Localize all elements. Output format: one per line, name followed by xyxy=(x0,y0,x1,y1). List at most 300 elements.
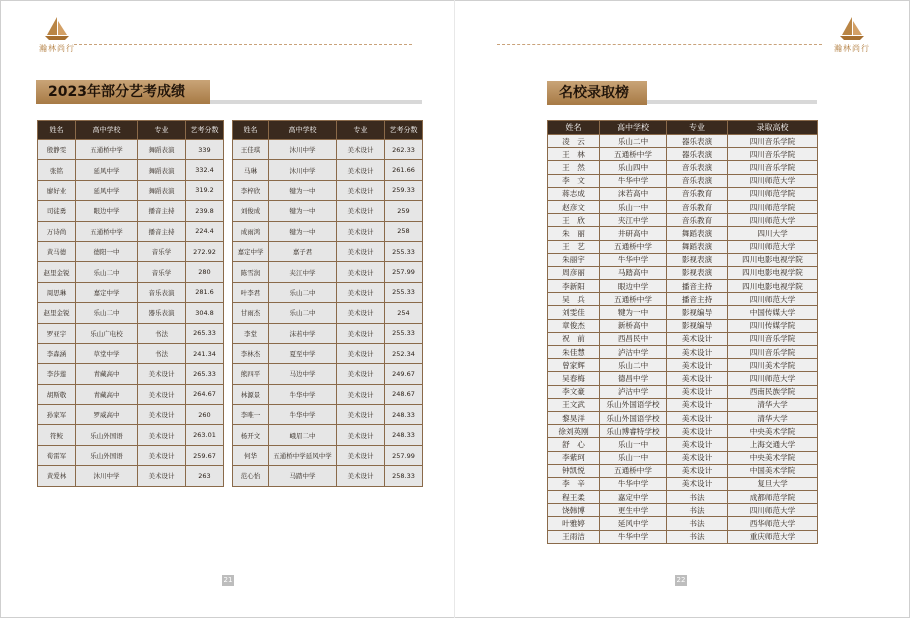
table-row xyxy=(548,187,818,200)
cell-major: 美术设计 xyxy=(337,180,385,200)
cell-major: 美术设计 xyxy=(337,282,385,302)
cell-university: 重庆师范大学 xyxy=(728,530,818,543)
table-row xyxy=(548,438,818,451)
table-row xyxy=(233,303,423,323)
cell-name: 朱佳慧 xyxy=(548,346,600,359)
table-row xyxy=(233,466,423,486)
cell-score: 257.99 xyxy=(385,262,423,282)
cell-major: 美术设计 xyxy=(667,438,728,451)
cell-school: 罗威高中 xyxy=(76,405,138,425)
cell-name: 林源景 xyxy=(233,384,269,404)
cell-university: 四川师范大学 xyxy=(728,293,818,306)
cell-major: 书法 xyxy=(138,343,186,363)
cell-university: 四川师范学院 xyxy=(728,187,818,200)
cell-university: 中央美术学院 xyxy=(728,451,818,464)
cell-school: 泸沽中学 xyxy=(600,346,667,359)
table-row xyxy=(233,282,423,302)
cell-major: 音乐学 xyxy=(138,262,186,282)
cell-score: 224.4 xyxy=(186,221,224,241)
cell-school: 五通桥中学 xyxy=(600,293,667,306)
cell-university: 四川音乐学院 xyxy=(728,135,818,148)
cell-score: 249.67 xyxy=(385,364,423,384)
cell-school: 井研高中 xyxy=(600,227,667,240)
cell-score: 265.33 xyxy=(186,323,224,343)
cell-major: 美术设计 xyxy=(667,346,728,359)
cell-name: 李森涵 xyxy=(38,343,76,363)
cell-score: 280 xyxy=(186,262,224,282)
score-table-right xyxy=(232,120,423,487)
table-row xyxy=(38,343,224,363)
cell-name: 曾家辉 xyxy=(548,359,600,372)
cell-major: 美术设计 xyxy=(337,140,385,160)
cell-school: 乐山二中 xyxy=(600,359,667,372)
table-row xyxy=(548,411,818,424)
cell-score: 255.33 xyxy=(385,282,423,302)
cell-major: 美术设计 xyxy=(337,343,385,363)
cell-name: 李梓欣 xyxy=(233,180,269,200)
cell-name: 司徒勇 xyxy=(38,201,76,221)
cell-score: 281.6 xyxy=(186,282,224,302)
cell-name: 祝 前 xyxy=(548,332,600,345)
cell-score: 261.66 xyxy=(385,160,423,180)
table-row xyxy=(548,227,818,240)
cell-score: 257.99 xyxy=(385,445,423,465)
col-header-major: 专业 xyxy=(138,121,186,140)
cell-school: 沫若高中 xyxy=(600,187,667,200)
cell-major: 美术设计 xyxy=(667,451,728,464)
cell-name: 李林杰 xyxy=(233,343,269,363)
table-row xyxy=(548,359,818,372)
cell-name: 黄爱林 xyxy=(38,466,76,486)
cell-university: 清华大学 xyxy=(728,411,818,424)
right-page-title: 名校录取榜 xyxy=(547,81,647,105)
table-row xyxy=(233,241,423,261)
table-row xyxy=(38,140,224,160)
table-row xyxy=(233,221,423,241)
cell-school: 五通桥中学 xyxy=(76,221,138,241)
cell-name: 黄马德 xyxy=(38,241,76,261)
table-row xyxy=(548,372,818,385)
cell-name: 章俊杰 xyxy=(548,319,600,332)
cell-name: 刘雯佳 xyxy=(548,306,600,319)
cell-school: 德阳一中 xyxy=(76,241,138,261)
cell-name: 李 文 xyxy=(548,174,600,187)
cell-major: 美术设计 xyxy=(337,384,385,404)
table-row xyxy=(233,343,423,363)
cell-name: 蒋志成 xyxy=(548,187,600,200)
cell-major: 器乐表演 xyxy=(667,148,728,161)
table-row xyxy=(548,398,818,411)
cell-score: 252.34 xyxy=(385,343,423,363)
cell-university: 四川美术学院 xyxy=(728,359,818,372)
table-row xyxy=(548,253,818,266)
col-header-name: 姓名 xyxy=(548,121,600,135)
table-row xyxy=(38,201,224,221)
cell-score: 259.33 xyxy=(385,180,423,200)
cell-school: 沫若中学 xyxy=(269,323,337,343)
cell-major: 舞蹈表演 xyxy=(138,140,186,160)
page-number-left: 21 xyxy=(223,576,233,584)
cell-name: 李堂 xyxy=(233,323,269,343)
cell-major: 美术设计 xyxy=(667,398,728,411)
cell-name: 李新阳 xyxy=(548,280,600,293)
cell-name: 朱丽宇 xyxy=(548,253,600,266)
cell-name: 李莎莲 xyxy=(38,364,76,384)
table-row xyxy=(38,180,224,200)
cell-major: 播音主持 xyxy=(667,280,728,293)
cell-score: 263.01 xyxy=(186,425,224,445)
cell-major: 播音主持 xyxy=(138,201,186,221)
cell-university: 四川师范学院 xyxy=(728,200,818,213)
col-header-school: 高中学校 xyxy=(600,121,667,135)
table-row xyxy=(548,464,818,477)
cell-name: 孙家军 xyxy=(38,405,76,425)
cell-major: 播音主持 xyxy=(667,293,728,306)
cell-school: 乐山一中 xyxy=(600,451,667,464)
cell-school: 峨眉二中 xyxy=(269,425,337,445)
table-row xyxy=(548,135,818,148)
cell-major: 美术设计 xyxy=(667,477,728,490)
cell-university: 四川传媒学院 xyxy=(728,319,818,332)
cell-name: 吴春梅 xyxy=(548,372,600,385)
cell-school: 五通桥中学 xyxy=(76,140,138,160)
cell-score: 339 xyxy=(186,140,224,160)
table-row xyxy=(38,384,224,404)
cell-name: 李紫珂 xyxy=(548,451,600,464)
cell-school: 沐川中学 xyxy=(269,140,337,160)
cell-name: 王 艺 xyxy=(548,240,600,253)
cell-school: 牛华中学 xyxy=(269,405,337,425)
cell-name: 王 然 xyxy=(548,161,600,174)
cell-major: 美术设计 xyxy=(138,384,186,404)
left-header-rule xyxy=(74,44,412,45)
cell-school: 五通桥中学 xyxy=(600,240,667,253)
table-row xyxy=(548,280,818,293)
cell-school: 乐山外国语 xyxy=(76,425,138,445)
cell-major: 美术设计 xyxy=(337,201,385,221)
cell-major: 器乐表演 xyxy=(667,135,728,148)
cell-name: 周彦丽 xyxy=(548,266,600,279)
table-row xyxy=(233,180,423,200)
cell-school: 乐山一中 xyxy=(600,200,667,213)
cell-major: 舞蹈表演 xyxy=(138,180,186,200)
cell-school: 泸沽中学 xyxy=(600,385,667,398)
table-row xyxy=(548,425,818,438)
cell-school: 沐川中学 xyxy=(269,160,337,180)
table-row xyxy=(233,364,423,384)
cell-school: 乐山外国语学校 xyxy=(600,411,667,424)
cell-name: 赵彦文 xyxy=(548,200,600,213)
cell-school: 牛华中学 xyxy=(600,253,667,266)
col-header-university: 录取高校 xyxy=(728,121,818,135)
left-logo xyxy=(27,16,87,54)
cell-school: 五通桥中学延风中学 xyxy=(269,445,337,465)
table-row xyxy=(233,160,423,180)
cell-school: 青藏高中 xyxy=(76,364,138,384)
col-header-name: 姓名 xyxy=(38,121,76,140)
cell-school: 牛华中学 xyxy=(600,174,667,187)
cell-major: 书法 xyxy=(667,530,728,543)
cell-score: 319.2 xyxy=(186,180,224,200)
table-row xyxy=(548,148,818,161)
cell-university: 四川音乐学院 xyxy=(728,346,818,359)
cell-school: 乐山二中 xyxy=(269,282,337,302)
cell-school: 延风中学 xyxy=(76,180,138,200)
cell-university: 四川师范大学 xyxy=(728,372,818,385)
col-header-name: 姓名 xyxy=(233,121,269,140)
cell-school: 乐山二中 xyxy=(76,303,138,323)
cell-school: 马踏高中 xyxy=(600,266,667,279)
table-row xyxy=(548,517,818,530)
cell-school: 乐山博睿特学校 xyxy=(600,425,667,438)
book-spine xyxy=(454,0,455,618)
cell-school: 延风中学 xyxy=(600,517,667,530)
table-row xyxy=(38,445,224,465)
cell-university: 四川师范大学 xyxy=(728,240,818,253)
cell-score: 248.67 xyxy=(385,384,423,404)
cell-name: 饶韩博 xyxy=(548,504,600,517)
table-row xyxy=(38,262,224,282)
cell-name: 廖好业 xyxy=(38,180,76,200)
cell-school: 乐山外国语学校 xyxy=(600,398,667,411)
cell-university: 中国美术学院 xyxy=(728,464,818,477)
cell-name: 赵里金锐 xyxy=(38,303,76,323)
cell-major: 美术设计 xyxy=(667,464,728,477)
cell-university: 四川音乐学院 xyxy=(728,332,818,345)
cell-school: 沐川中学 xyxy=(76,466,138,486)
cell-major: 美术设计 xyxy=(138,425,186,445)
table-row xyxy=(548,161,818,174)
cell-university: 复旦大学 xyxy=(728,477,818,490)
cell-university: 四川大学 xyxy=(728,227,818,240)
cell-school: 乐山二中 xyxy=(76,262,138,282)
cell-major: 美术设计 xyxy=(138,445,186,465)
cell-name: 王文武 xyxy=(548,398,600,411)
cell-name: 程王柔 xyxy=(548,491,600,504)
cell-university: 清华大学 xyxy=(728,398,818,411)
cell-school: 延风中学 xyxy=(76,160,138,180)
cell-name: 李 辛 xyxy=(548,477,600,490)
cell-name: 李唯一 xyxy=(233,405,269,425)
cell-major: 音乐表演 xyxy=(667,161,728,174)
cell-major: 播音主持 xyxy=(138,221,186,241)
cell-major: 美术设计 xyxy=(337,303,385,323)
table-row xyxy=(548,319,818,332)
cell-score: 241.34 xyxy=(186,343,224,363)
col-header-score: 艺考分数 xyxy=(186,121,224,140)
cell-school: 五通桥中学 xyxy=(600,148,667,161)
table-row xyxy=(548,306,818,319)
admission-table xyxy=(547,120,818,544)
cell-school: 五通桥中学 xyxy=(600,464,667,477)
cell-school: 德昌中学 xyxy=(600,372,667,385)
cell-major: 舞蹈表演 xyxy=(138,160,186,180)
table-row xyxy=(548,240,818,253)
table-row xyxy=(38,221,224,241)
cell-score: 255.33 xyxy=(385,241,423,261)
cell-major: 器乐表演 xyxy=(138,303,186,323)
table-row xyxy=(233,405,423,425)
cell-name: 张铭 xyxy=(38,160,76,180)
cell-school: 犍为一中 xyxy=(269,201,337,221)
cell-major: 美术设计 xyxy=(667,372,728,385)
cell-name: 胡斯敬 xyxy=(38,384,76,404)
table-row xyxy=(38,425,224,445)
score-table-left xyxy=(37,120,224,487)
right-header-rule xyxy=(497,44,822,45)
cell-university: 上海交通大学 xyxy=(728,438,818,451)
table-row xyxy=(233,262,423,282)
cell-major: 影视编导 xyxy=(667,306,728,319)
cell-name: 马琳 xyxy=(233,160,269,180)
cell-school: 眼边中学 xyxy=(76,201,138,221)
cell-name: 嘉定中学 xyxy=(233,241,269,261)
cell-major: 音乐表演 xyxy=(667,174,728,187)
cell-university: 中央美术学院 xyxy=(728,425,818,438)
cell-major: 美术设计 xyxy=(337,160,385,180)
cell-score: 255.33 xyxy=(385,323,423,343)
cell-major: 书法 xyxy=(667,504,728,517)
cell-university: 中国传媒大学 xyxy=(728,306,818,319)
table-row xyxy=(233,323,423,343)
cell-university: 四川师范大学 xyxy=(728,504,818,517)
cell-school: 犍为一中 xyxy=(269,221,337,241)
cell-name: 何华 xyxy=(233,445,269,465)
cell-name: 殷静雯 xyxy=(38,140,76,160)
cell-school: 乐山四中 xyxy=(600,161,667,174)
cell-name: 舒 心 xyxy=(548,438,600,451)
table-row xyxy=(548,504,818,517)
cell-name: 叶李君 xyxy=(233,282,269,302)
cell-name: 万诗尚 xyxy=(38,221,76,241)
cell-major: 美术设计 xyxy=(337,425,385,445)
cell-major: 美术设计 xyxy=(667,332,728,345)
cell-school: 嘉定中学 xyxy=(600,491,667,504)
cell-major: 影视表演 xyxy=(667,266,728,279)
table-row xyxy=(548,491,818,504)
cell-university: 西南民族学院 xyxy=(728,385,818,398)
cell-university: 四川音乐学院 xyxy=(728,148,818,161)
cell-score: 248.33 xyxy=(385,405,423,425)
cell-school: 夹江中学 xyxy=(269,262,337,282)
cell-major: 美术设计 xyxy=(337,445,385,465)
cell-university: 四川音乐学院 xyxy=(728,161,818,174)
cell-name: 周思琳 xyxy=(38,282,76,302)
cell-school: 乐山广电校 xyxy=(76,323,138,343)
table-row xyxy=(548,385,818,398)
cell-major: 舞蹈表演 xyxy=(667,227,728,240)
cell-name: 王 林 xyxy=(548,148,600,161)
cell-major: 影视表演 xyxy=(667,253,728,266)
cell-name: 钟凯悦 xyxy=(548,464,600,477)
cell-score: 258.33 xyxy=(385,466,423,486)
table-row xyxy=(548,266,818,279)
cell-major: 美术设计 xyxy=(667,385,728,398)
cell-school: 嘉定中学 xyxy=(76,282,138,302)
table-row xyxy=(548,332,818,345)
cell-score: 304.8 xyxy=(186,303,224,323)
cell-name: 叶雅婷 xyxy=(548,517,600,530)
cell-university: 四川师范大学 xyxy=(728,174,818,187)
cell-school: 夹江中学 xyxy=(600,214,667,227)
cell-score: 254 xyxy=(385,303,423,323)
cell-name: 刘俊成 xyxy=(233,201,269,221)
cell-school: 夏至中学 xyxy=(269,343,337,363)
col-header-major: 专业 xyxy=(337,121,385,140)
cell-name: 王雨洁 xyxy=(548,530,600,543)
table-row xyxy=(548,346,818,359)
cell-major: 美术设计 xyxy=(138,364,186,384)
table-row xyxy=(548,214,818,227)
cell-name: 甘雨杰 xyxy=(233,303,269,323)
cell-name: 罗亚宇 xyxy=(38,323,76,343)
table-row xyxy=(548,477,818,490)
cell-school: 眼边中学 xyxy=(600,280,667,293)
cell-university: 四川电影电视学院 xyxy=(728,253,818,266)
brand-text: 瀚林尚行 xyxy=(39,44,75,53)
cell-name: 范心怡 xyxy=(233,466,269,486)
table-row xyxy=(38,241,224,261)
left-page-title: 2023年部分艺考成绩 xyxy=(36,80,210,104)
table-row xyxy=(38,364,224,384)
cell-name: 李文豪 xyxy=(548,385,600,398)
cell-university: 成都师范学院 xyxy=(728,491,818,504)
cell-university: 四川电影电视学院 xyxy=(728,266,818,279)
cell-major: 音乐教育 xyxy=(667,200,728,213)
cell-score: 260 xyxy=(186,405,224,425)
table-row xyxy=(38,160,224,180)
table-row xyxy=(548,530,818,543)
cell-school: 马边中学 xyxy=(269,364,337,384)
cell-score: 265.33 xyxy=(186,364,224,384)
cell-name: 赵里金锐 xyxy=(38,262,76,282)
cell-school: 更生中学 xyxy=(600,504,667,517)
cell-university: 四川师范大学 xyxy=(728,214,818,227)
cell-name: 荀雷军 xyxy=(38,445,76,465)
cell-major: 美术设计 xyxy=(337,405,385,425)
cell-score: 264.67 xyxy=(186,384,224,404)
cell-score: 259 xyxy=(385,201,423,221)
col-header-school: 高中学校 xyxy=(76,121,138,140)
cell-university: 西华师范大学 xyxy=(728,517,818,530)
cell-score: 248.33 xyxy=(385,425,423,445)
right-logo xyxy=(822,16,882,54)
cell-major: 美术设计 xyxy=(667,411,728,424)
cell-school: 嘉子君 xyxy=(269,241,337,261)
cell-major: 美术设计 xyxy=(138,405,186,425)
cell-major: 音乐表演 xyxy=(138,282,186,302)
table-row xyxy=(548,293,818,306)
cell-name: 杨开文 xyxy=(233,425,269,445)
cell-score: 263 xyxy=(186,466,224,486)
cell-score: 272.92 xyxy=(186,241,224,261)
cell-school: 马踏中学 xyxy=(269,466,337,486)
cell-major: 音乐教育 xyxy=(667,187,728,200)
cell-major: 美术设计 xyxy=(337,262,385,282)
brand-text: 瀚林尚行 xyxy=(834,44,870,53)
cell-name: 陈雪润 xyxy=(233,262,269,282)
cell-name: 符鲛 xyxy=(38,425,76,445)
table-row xyxy=(548,200,818,213)
table-row xyxy=(548,174,818,187)
cell-school: 犍为一中 xyxy=(269,180,337,200)
cell-name: 黎昊洋 xyxy=(548,411,600,424)
cell-school: 犍为一中 xyxy=(600,306,667,319)
cell-major: 书法 xyxy=(667,491,728,504)
cell-major: 美术设计 xyxy=(337,323,385,343)
cell-name: 吴 兵 xyxy=(548,293,600,306)
table-row xyxy=(233,425,423,445)
